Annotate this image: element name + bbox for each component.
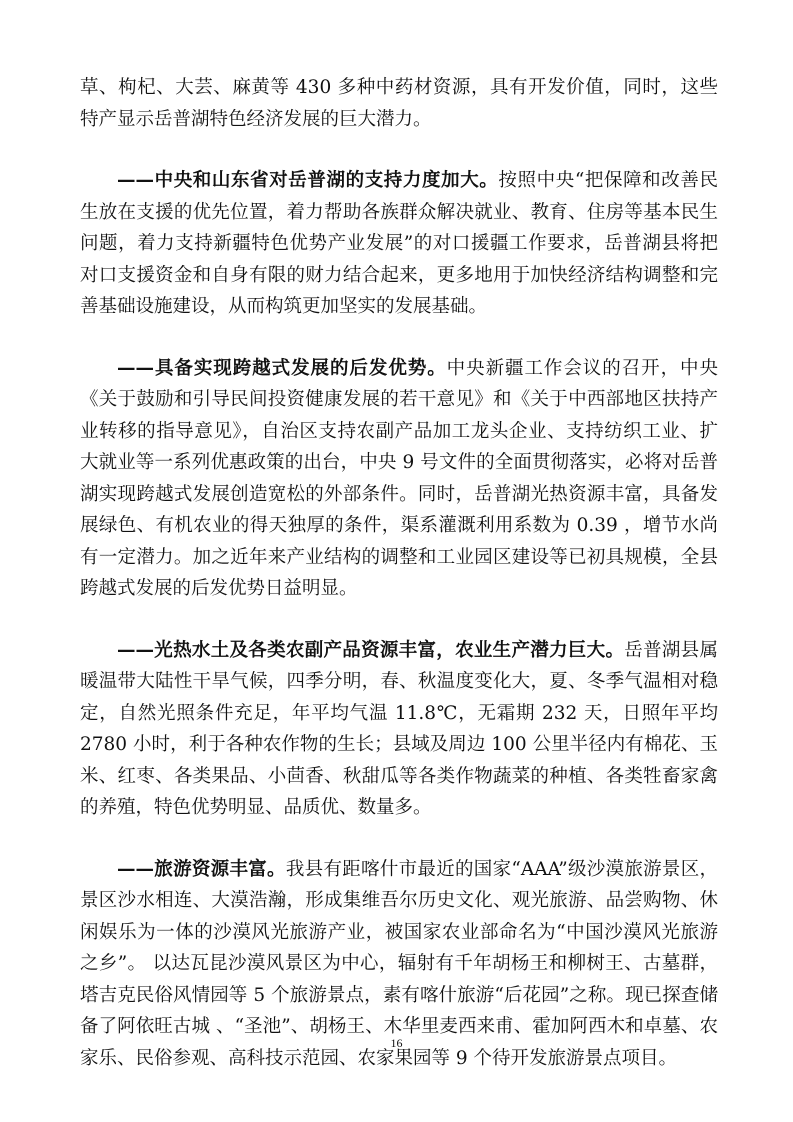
paragraph-continuation bbox=[80, 72, 718, 135]
paragraph-central-support bbox=[80, 165, 718, 323]
paragraph-body: 中央新疆工作会议的召开，中央《关于鼓励和引导民间投资健康发展的若干意见》和《关于中西部地区扶持产业转移的指导意见》，自治区支持农副产品加工龙头企业、支持纺织工业、扩大就业等一系列优惠政策的出台，中央 9 号文件的全面贯彻落实，必将对岳普湖实现跨越式发展创造宽松的外部条件。同时，岳普湖光热资源丰富，具备发展绿色、有机农业的得天独厚的条件，渠系灌溉利用系数为 0.39 ，增节水尚有一定潜力。加之近年来产业结构的调整和工业园区建设等已初具规模，全县跨越式发展的后发优势日益明显。 bbox=[80, 357, 718, 599]
paragraph-agriculture-resources bbox=[80, 635, 718, 824]
paragraph-heading: ——具备实现跨越式发展的后发优势。 bbox=[117, 357, 447, 379]
paragraph-heading: ——旅游资源丰富。 bbox=[117, 858, 286, 880]
paragraph-body: 草、枸杞、大芸、麻黄等 430 多种中药材资源，具有开发价值，同时，这些特产显示岳普湖特色经济发展的巨大潜力。 bbox=[80, 77, 718, 130]
paragraph-body: 我县有距喀什市最近的国家“AAA”级沙漠旅游景区，景区沙水相连、大漠浩瀚，形成集维吾尔历史文化、观光旅游、品尝购物、休闲娱乐为一体的沙漠风光旅游产业，被国家农业部命名为“中国沙漠风光旅游之乡”。 以达瓦昆沙漠风景区为中心，辐射有千年胡杨王和柳树王、古墓群，塔吉克民俗风情园等 5 个旅游景点，素有喀什旅游“后花园”之称。现已探查储备了阿依旺古城 、“圣池”、胡杨王、木华里麦西来甫、霍加阿西木和卓墓、农家乐、民俗参观、高科技示范园、农家果园等 9 个待开发旅游景点项目。 bbox=[80, 858, 718, 1069]
paragraph-body: 岳普湖县属暖温带大陆性干旱气候，四季分明，春、秋温度变化大，夏、冬季气温相对稳定，自然光照条件充足，年平均气温 11.8℃，无霜期 232 天，日照年平均 2780 小时，利于各种农作物的生长；县域及周边 100 公里半径内有棉花、玉米、红枣、各类果品、小茴香、秋甜瓜等各类作物蔬菜的种植、各类牲畜家禽的养殖，特色优势明显、品质优、数量多。 bbox=[80, 639, 718, 818]
paragraph-heading: ——光热水土及各类农副产品资源丰富，农业生产潜力巨大。 bbox=[117, 639, 625, 661]
paragraph-body: 按照中央“把保障和改善民生放在支援的优先位置，着力帮助各族群众解决就业、教育、住房等基本民生问题，着力支持新疆特色优势产业发展”的对口援疆工作要求，岳普湖县将把对口支援资金和自身有限的财力结合起来，更多地用于加快经济结构调整和完善基础设施建设，从而构筑更加坚实的发展基础。 bbox=[80, 170, 718, 317]
body-text bbox=[80, 72, 718, 1074]
paragraph-heading: ——中央和山东省对岳普湖的支持力度加大。 bbox=[117, 170, 499, 191]
page-number: 16 bbox=[390, 1036, 403, 1050]
paragraph-late-mover-advantage bbox=[80, 353, 718, 605]
